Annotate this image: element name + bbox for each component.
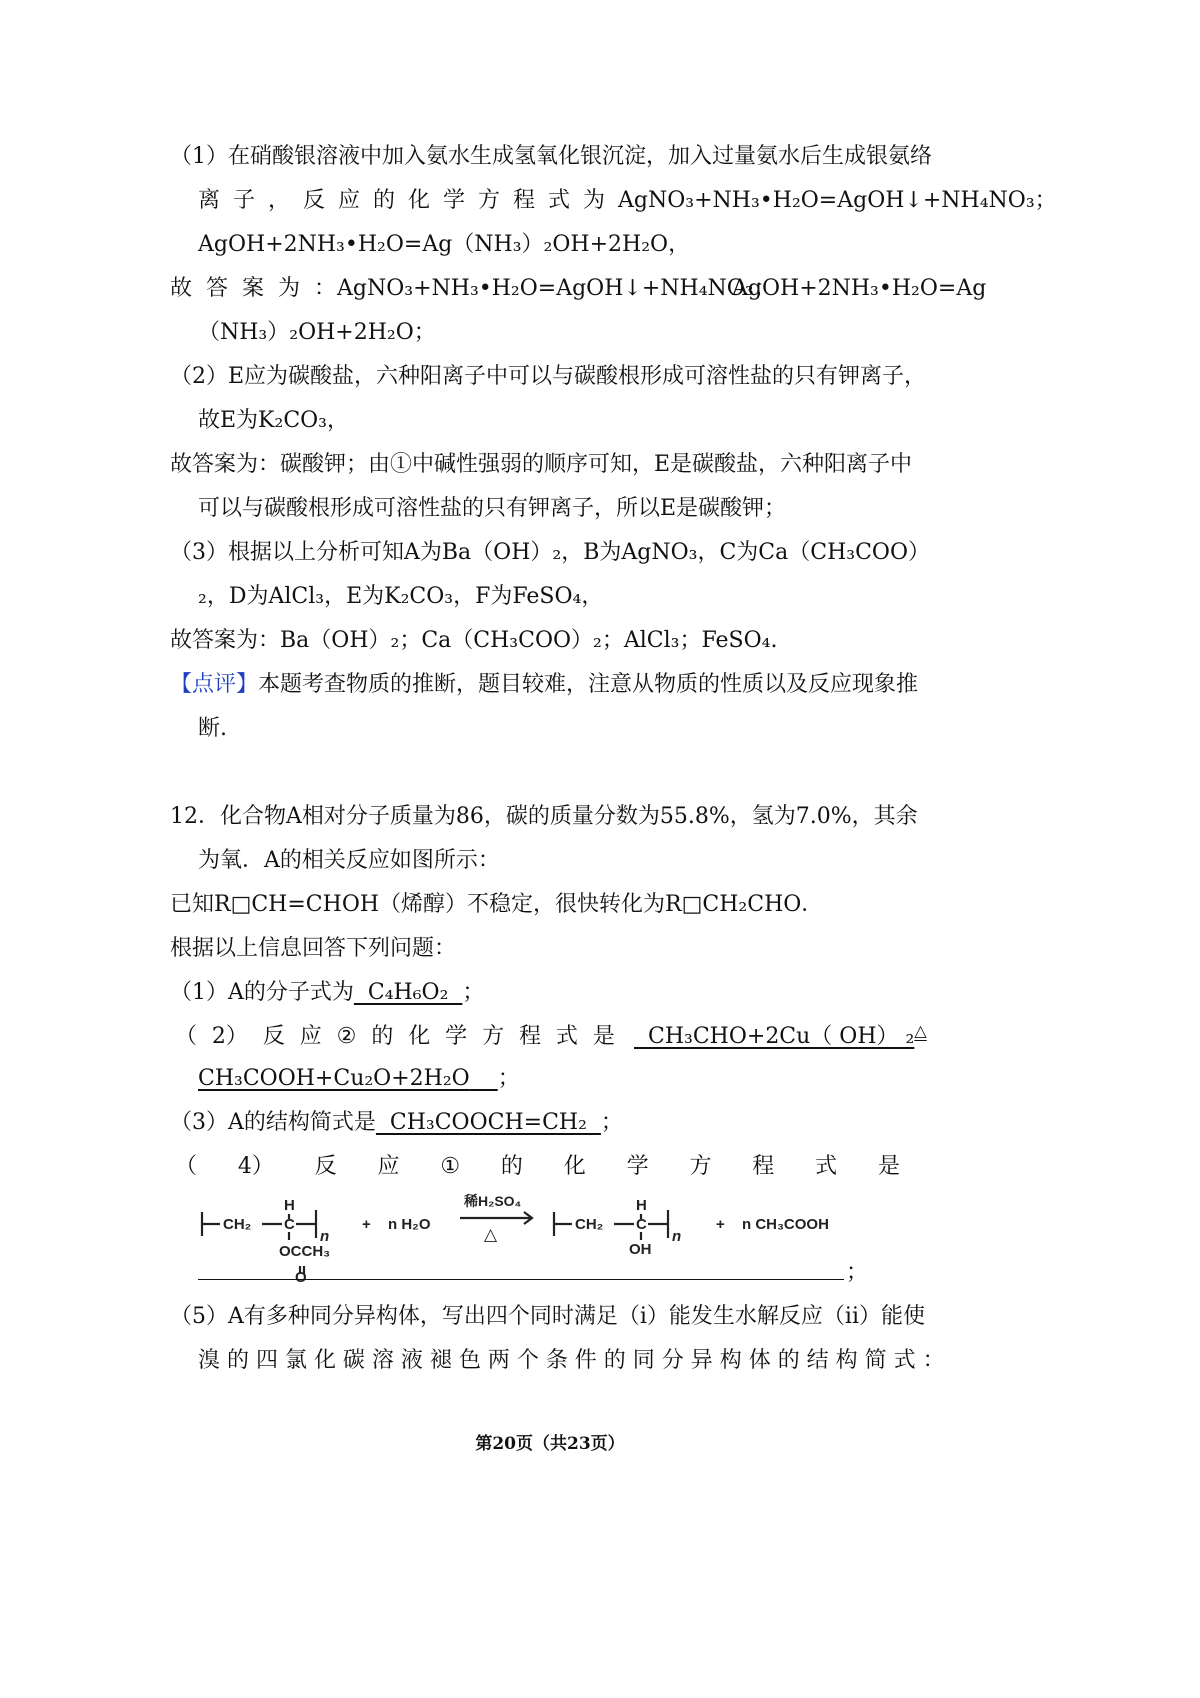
q12-part2-answer-text: CH₃CHO+2Cu（ OH） ₂ [634, 1024, 915, 1049]
comment-line2: 断. [198, 716, 227, 741]
q12-part5-char: 同 [632, 1348, 655, 1373]
heat-condition-icon: △ [914, 1021, 927, 1040]
answer-blank-line [198, 1279, 844, 1280]
q3-answer: 故答案为：Ba（OH）₂；Ca（CH₃COO）₂；AlCl₃；FeSO₄. [170, 628, 778, 653]
q1-line2-lead: 离子，反应的化学方程式为 [198, 188, 619, 213]
catalyst-label: 稀H₂SO₄ [464, 1193, 522, 1209]
q12-part2-pad [470, 1066, 498, 1091]
q12-part2-word: 的 [371, 1024, 394, 1049]
q12-part4-word: 式 [815, 1154, 838, 1179]
q12-part5-char: 液 [400, 1348, 423, 1373]
q12-part1 [170, 982, 484, 1004]
q12-part5-char: 的 [226, 1348, 249, 1373]
acetoxy-group: OCCH₃ [279, 1243, 331, 1260]
q12-intro-line1: 12．化合物A相对分子质量为86，碳的质量分数为55.8%，氢为7.0%，其余 [170, 804, 918, 829]
q12-part2-word: 反 [262, 1024, 285, 1049]
q12-part5-char: 式 [893, 1348, 916, 1373]
comment-text: 本题考查物质的推断，题目较难，注意从物质的性质以及反应现象推 [258, 672, 919, 697]
q12-part5-char: 体 [748, 1348, 771, 1373]
comment-line1 [170, 674, 918, 696]
carbon-left: C [284, 1216, 295, 1233]
q12-part5-char: 溶 [371, 1348, 394, 1373]
q12-part4-word: 应 [377, 1154, 400, 1179]
heat-icon: △ [484, 1225, 498, 1244]
q1-answer-label: 故答案为： [170, 276, 351, 301]
q12-part5-char: 个 [516, 1348, 539, 1373]
q12-part5-char: 溴 [198, 1348, 221, 1373]
q12-part5-char: 化 [313, 1348, 336, 1373]
ch2-group-right: CH₂ [575, 1216, 604, 1233]
q12-part5-char: 异 [690, 1348, 713, 1373]
q1-line1: （1）在硝酸银溶液中加入氨水生成氢氧化银沉淀，加入过量氨水后生成银氨络 [170, 144, 932, 169]
q12-part5-line2 [198, 1350, 945, 1372]
q12-part2-word: （ [175, 1024, 198, 1049]
q12-part5-char: 结 [806, 1348, 829, 1373]
q12-part2-word: 化 [408, 1024, 431, 1049]
q12-part5-char: 件 [574, 1348, 597, 1373]
plus-sign-1: + [362, 1216, 371, 1233]
q12-part2-word: 2） [211, 1024, 248, 1049]
q12-part2-word: 应 [299, 1024, 322, 1049]
q12-part4-word: ① [440, 1154, 461, 1179]
q12-part3 [170, 1112, 623, 1134]
q12-part1-answer: C₄H₆O₂ [353, 980, 463, 1005]
page-footer: 第20页（共23页） [475, 1434, 625, 1454]
q12-part5-char: 简 [864, 1348, 887, 1373]
q12-part5-char: 的 [603, 1348, 626, 1373]
q12-part4-word: 程 [752, 1154, 775, 1179]
q1-line2-equation: AgNO₃+NH₃•H₂O=AgOH↓+NH₄NO₃； [618, 188, 1057, 213]
q12-part4-word: 化 [563, 1154, 586, 1179]
q12-part5-char: 构 [835, 1348, 858, 1373]
q12-part5-char: 分 [661, 1348, 684, 1373]
q12-part1-prefix: （1）A的分子式为 [170, 980, 354, 1005]
hydroxyl-group: OH [629, 1241, 652, 1258]
q12-part2-answer-line2: CH₃COOH+Cu₂O+2H₂O [198, 1066, 470, 1091]
q12-part5-char: 色 [458, 1348, 481, 1373]
hydrogen-left: H [284, 1197, 295, 1214]
comment-tag: 【点评】 [170, 672, 259, 697]
q12-part2-answer [634, 1021, 927, 1049]
q12-part4-word: 方 [689, 1154, 712, 1179]
q12-part5-char: ： [922, 1348, 945, 1373]
repeat-n-right: n [672, 1228, 682, 1245]
acetic-acid-product: n CH₃COOH [742, 1216, 829, 1233]
q12-known: 已知R□CH=CHOH（烯醇）不稳定，很快转化为R□CH₂CHO． [170, 892, 824, 917]
carbon-right: C [636, 1216, 647, 1233]
q12-part2-word: 是 [592, 1024, 615, 1049]
q12-part2-lead [175, 1026, 615, 1048]
q2-line1: （2）E应为碳酸盐，六种阳离子中可以与碳酸根形成可溶性盐的只有钾离子， [170, 364, 927, 389]
q1-answer-eq2: AgOH+2NH₃•H₂O=Ag [732, 276, 987, 301]
q3-line1: （3）根据以上分析可知A为Ba（OH）₂，B为AgNO₃，C为Ca（CH₃COO） [170, 540, 930, 565]
q12-part5-line1: （5）A有多种同分异构体，写出四个同时满足（i）能发生水解反应（ii）能使 [170, 1304, 925, 1329]
hydrogen-right: H [636, 1197, 647, 1214]
q12-part3-answer: CH₃COOCH=CH₂ [375, 1110, 601, 1135]
q12-part4-suffix: ； [846, 1260, 869, 1285]
q2-answer-line1: 故答案为：碳酸钾；由①中碱性强弱的顺序可知，E是碳酸盐，六种阳离子中 [170, 452, 913, 477]
q2-answer-line2: 可以与碳酸根形成可溶性盐的只有钾离子，所以E是碳酸钾； [198, 496, 787, 521]
q12-part4-word: 学 [626, 1154, 649, 1179]
plus-sign-2: + [716, 1216, 725, 1233]
water-reactant: n H₂O [388, 1216, 431, 1233]
polymer-hydrolysis-equation [196, 1186, 846, 1282]
q1-answer-eq1: AgNO₃+NH₃•H₂O=AgOH↓+NH₄NO₃； [337, 276, 776, 301]
ch2-group-left: CH₂ [223, 1216, 252, 1233]
q12-part2-word: 学 [445, 1024, 468, 1049]
q1-line3: AgOH+2NH₃•H₂O=Ag（NH₃）₂OH+2H₂O， [198, 232, 691, 257]
q12-part4-word: 反 [314, 1154, 337, 1179]
q12-part2-line2 [198, 1068, 520, 1090]
q12-part3-suffix: ； [600, 1110, 623, 1135]
q12-part4-lead [175, 1156, 900, 1178]
q12-part2-word: 方 [482, 1024, 505, 1049]
q1-answer-eq2-cont: （NH₃）₂OH+2H₂O； [198, 320, 436, 345]
q12-intro-line2: 为氧．A的相关反应如图所示： [198, 848, 500, 873]
q1-line2 [198, 188, 1057, 213]
q12-part5-char: 氯 [284, 1348, 307, 1373]
q12-part2-word: ② [336, 1024, 357, 1049]
q12-part5-char: 褪 [429, 1348, 452, 1373]
repeat-n-left: n [320, 1228, 330, 1245]
q12-part3-prefix: （3）A的结构简式是 [170, 1110, 376, 1135]
q12-part1-suffix: ； [462, 980, 485, 1005]
q3-line2: ₂，D为AlCl₃，E为K₂CO₃，F为FeSO₄， [198, 584, 604, 609]
q12-part5-char: 两 [487, 1348, 510, 1373]
q12-part5-char: 条 [545, 1348, 568, 1373]
carbonyl-oxygen: O [295, 1269, 307, 1282]
q12-part5-char: 四 [255, 1348, 278, 1373]
q12-part4-word: （ [175, 1154, 198, 1179]
q12-prompt: 根据以上信息回答下列问题： [170, 936, 457, 961]
q12-part2-word: 程 [519, 1024, 542, 1049]
q12-part4-word: 是 [877, 1154, 900, 1179]
q12-part4-word: 的 [500, 1154, 523, 1179]
q12-part2-word: 式 [555, 1024, 578, 1049]
q12-part5-char: 构 [719, 1348, 742, 1373]
q2-line2: 故E为K₂CO₃， [198, 408, 350, 433]
q12-part4-word: 4） [237, 1154, 274, 1179]
q12-part5-char: 的 [777, 1348, 800, 1373]
q12-part5-char: 碳 [342, 1348, 365, 1373]
q12-part2-suffix: ； [497, 1066, 520, 1091]
